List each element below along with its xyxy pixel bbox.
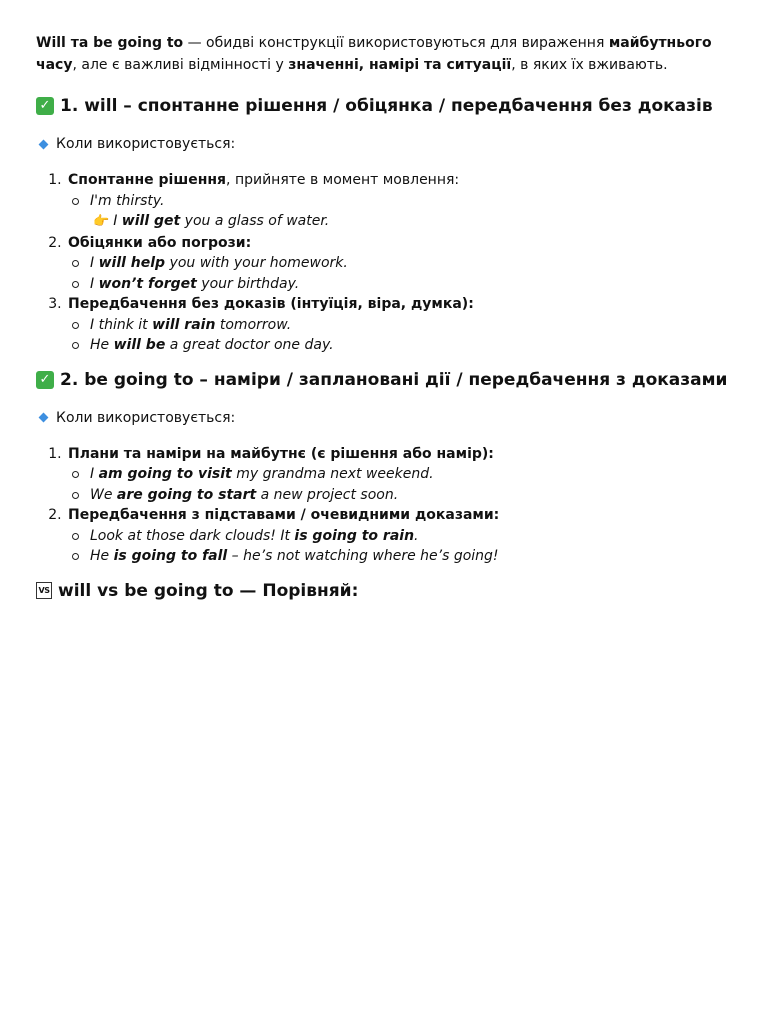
item-heading: Передбачення з підставами / очевидними доказами: — [68, 507, 500, 523]
example-text: a new project soon. — [256, 486, 399, 503]
section-title: will vs be going to — Порівняй: — [58, 580, 359, 601]
section-be-going-to-heading — [36, 368, 732, 392]
list-item — [66, 233, 732, 295]
example-text: Look at those dark clouds! It — [90, 527, 295, 544]
check-mark-icon: ✓ — [36, 371, 54, 389]
vs-icon: VS — [36, 582, 52, 599]
example-verb: will help — [98, 255, 166, 271]
example-list — [68, 526, 732, 567]
usage-label — [36, 408, 732, 428]
example-text: I — [113, 213, 122, 229]
example-text: my grandma next weekend. — [231, 466, 434, 482]
example-text: tomorrow. — [215, 316, 292, 333]
usage-label-text: Коли використовується: — [56, 136, 236, 152]
example-item — [90, 485, 732, 506]
example-text: . — [414, 527, 419, 544]
example-list — [68, 191, 732, 233]
list-item — [66, 444, 732, 506]
blue-diamond-icon — [39, 139, 49, 149]
example-text: – he’s not watching where he’s going! — [227, 548, 499, 564]
item-heading: Обіцянки або погрози: — [68, 234, 252, 251]
item-heading-rest: , прийняте в момент мовлення: — [226, 172, 460, 188]
example-item — [90, 335, 732, 356]
example-text: you a glass of water. — [180, 213, 330, 229]
intro-emphasis: майбутнього часу — [36, 35, 712, 73]
example-verb: is going to fall — [113, 548, 228, 564]
example-verb: won’t forget — [98, 275, 197, 292]
will-usage-list — [36, 170, 732, 356]
example-text: I — [90, 466, 99, 482]
example-item — [90, 315, 732, 336]
example-text: I — [90, 275, 99, 292]
intro-emphasis: значенні, намірі та ситуації — [288, 57, 512, 73]
item-heading: Передбачення без доказів (інтуїція, віра, думка): — [68, 296, 474, 312]
example-text: He — [90, 337, 114, 353]
example-verb: are going to start — [116, 486, 257, 503]
example-text: a great doctor one day. — [165, 337, 334, 353]
example-item — [90, 191, 732, 233]
item-heading: Спонтанне рішення — [68, 172, 227, 188]
example-list — [68, 253, 732, 294]
example-text: We — [90, 486, 117, 503]
section-title: 1. will – спонтанне рішення / обіцянка / передбачення без доказів — [60, 96, 713, 116]
example-verb: will get — [121, 213, 181, 229]
example-verb: am going to visit — [98, 466, 232, 482]
example-text: your birthday. — [196, 275, 300, 292]
example-item — [90, 526, 732, 547]
usage-label-text: Коли використовується: — [56, 409, 236, 426]
blue-diamond-icon — [39, 413, 49, 423]
example-list — [68, 464, 732, 505]
example-text: I'm thirsty. — [90, 192, 165, 209]
example-text: He — [90, 548, 114, 564]
be-going-to-usage-list — [36, 444, 732, 567]
section-title: 2. be going to – наміри / заплановані дії / передбачення з доказами — [60, 369, 728, 390]
list-item — [66, 505, 732, 567]
section-compare-heading — [36, 579, 732, 603]
intro-text: , в яких їх вживають. — [511, 57, 668, 73]
example-list — [68, 315, 732, 356]
list-item — [66, 294, 732, 356]
section-will-heading — [36, 94, 732, 118]
intro-paragraph — [36, 32, 732, 76]
intro-text: — обидві конструкції використовуються для вираження — [183, 35, 609, 51]
intro-text: , але є важливі відмінності у — [72, 57, 289, 73]
example-item — [90, 274, 732, 295]
example-verb: will rain — [152, 316, 216, 333]
example-verb: is going to rain — [294, 527, 415, 544]
example-verb: will be — [113, 337, 166, 353]
example-item — [90, 546, 732, 567]
example-text: you with your homework. — [165, 255, 348, 271]
example-item — [90, 253, 732, 274]
example-response — [90, 211, 732, 233]
item-heading: Плани та наміри на майбутнє (є рішення або намір): — [68, 445, 494, 462]
example-item — [90, 464, 732, 485]
check-mark-icon: ✓ — [36, 97, 54, 115]
example-text: I think it — [90, 316, 153, 333]
intro-term: Will та be going to — [36, 35, 184, 51]
usage-label — [36, 134, 732, 154]
pointing-hand-icon: 👉 — [93, 214, 110, 229]
list-item — [66, 170, 732, 233]
example-text: I — [90, 255, 99, 271]
